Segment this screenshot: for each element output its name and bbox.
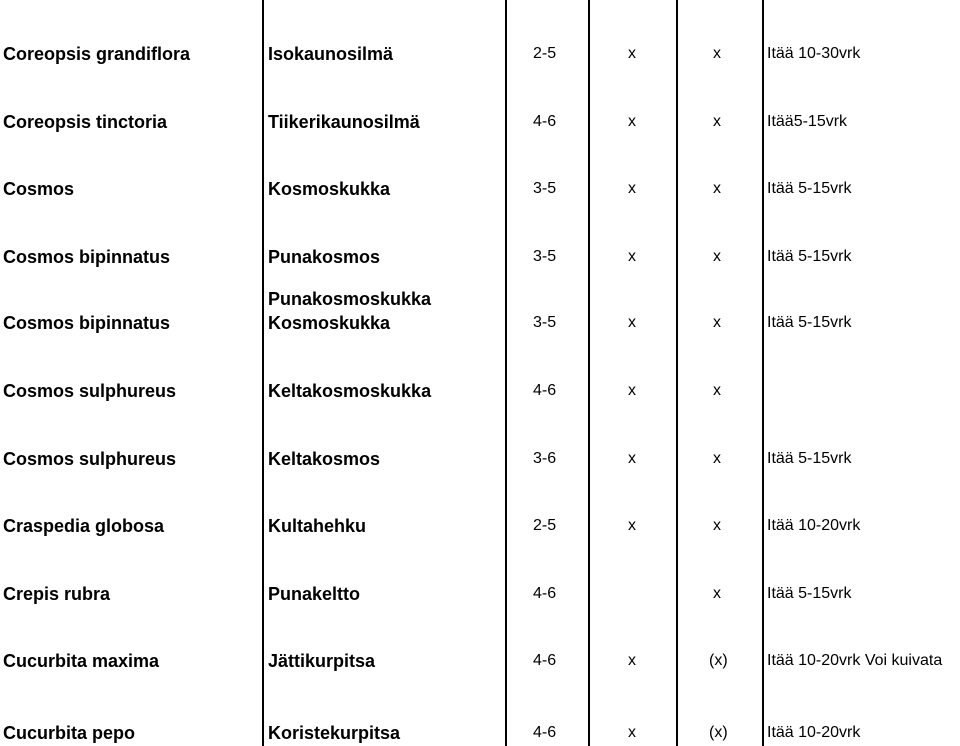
table-row xyxy=(0,723,960,743)
finnish-name: Keltakosmos xyxy=(268,449,381,469)
latin-name: Cosmos bipinnatus xyxy=(3,313,171,333)
table-row xyxy=(0,289,960,333)
mark-column-1: x xyxy=(628,314,636,331)
finnish-name: Jättikurpitsa xyxy=(268,651,376,671)
mark-column-2: x xyxy=(713,450,721,467)
germination-note: Itää 10-20vrk Voi kuivata xyxy=(767,652,943,669)
finnish-name-alt: Punakosmoskukka xyxy=(268,289,432,309)
mark-column-1: x xyxy=(628,248,636,265)
mark-column-1: x xyxy=(628,113,636,130)
finnish-name: Tiikerikaunosilmä xyxy=(268,112,420,132)
germination-note: Itää 5-15vrk xyxy=(767,248,852,265)
latin-name: Cosmos sulphureus xyxy=(3,381,177,401)
latin-name: Coreopsis grandiflora xyxy=(3,44,191,64)
table-row xyxy=(0,179,960,199)
mark-column-2: x xyxy=(713,382,721,399)
table-row xyxy=(0,516,960,536)
height-range: 3-5 xyxy=(533,314,557,331)
germination-note: Itää 5-15vrk xyxy=(767,180,852,197)
height-range: 2-5 xyxy=(533,45,557,62)
finnish-name: Kultahehku xyxy=(268,516,367,536)
mark-column-1: x xyxy=(628,180,636,197)
height-range: 4-6 xyxy=(533,382,557,399)
mark-column-1: x xyxy=(628,45,636,62)
mark-column-1: x xyxy=(628,517,636,534)
finnish-name: Kosmoskukka xyxy=(268,179,391,199)
table-row xyxy=(0,44,960,64)
table-row xyxy=(0,381,960,401)
finnish-name: Koristekurpitsa xyxy=(268,723,401,743)
height-range: 4-6 xyxy=(533,652,557,669)
finnish-name: Keltakosmoskukka xyxy=(268,381,432,401)
table-row xyxy=(0,247,960,267)
height-range: 3-5 xyxy=(533,248,557,265)
finnish-name: Isokaunosilmä xyxy=(268,44,394,64)
mark-column-2: x xyxy=(713,45,721,62)
latin-name: Cosmos sulphureus xyxy=(3,449,177,469)
latin-name: Cucurbita maxima xyxy=(3,651,160,671)
mark-column-2: x xyxy=(713,248,721,265)
mark-column-2: x xyxy=(713,314,721,331)
mark-column-2: (x) xyxy=(709,724,728,741)
germination-note: Itää 10-20vrk xyxy=(767,517,861,534)
mark-column-2: x xyxy=(713,517,721,534)
finnish-name: Punakeltto xyxy=(268,584,361,604)
table-row xyxy=(0,112,960,132)
mark-column-2: x xyxy=(713,113,721,130)
germination-note: Itää5-15vrk xyxy=(767,113,848,130)
germination-note: Itää 5-15vrk xyxy=(767,314,852,331)
latin-name: Cosmos bipinnatus xyxy=(3,247,171,267)
table-row xyxy=(0,584,960,604)
germination-note: Itää 5-15vrk xyxy=(767,450,852,467)
table-row xyxy=(0,449,960,469)
height-range: 3-6 xyxy=(533,450,557,467)
latin-name: Craspedia globosa xyxy=(3,516,165,536)
latin-name: Cosmos xyxy=(3,179,75,199)
mark-column-2: (x) xyxy=(709,652,728,669)
mark-column-1: x xyxy=(628,652,636,669)
height-range: 4-6 xyxy=(533,724,557,741)
mark-column-1: x xyxy=(628,450,636,467)
germination-note: Itää 10-30vrk xyxy=(767,45,861,62)
latin-name: Coreopsis tinctoria xyxy=(3,112,168,132)
mark-column-2: x xyxy=(713,180,721,197)
mark-column-2: x xyxy=(713,585,721,602)
mark-column-1: x xyxy=(628,724,636,741)
height-range: 3-5 xyxy=(533,180,557,197)
finnish-name: Punakosmos xyxy=(268,247,381,267)
height-range: 2-5 xyxy=(533,517,557,534)
mark-column-1: x xyxy=(628,382,636,399)
germination-note: Itää 10-20vrk xyxy=(767,724,861,741)
latin-name: Crepis rubra xyxy=(3,584,111,604)
germination-note: Itää 5-15vrk xyxy=(767,585,852,602)
latin-name: Cucurbita pepo xyxy=(3,723,136,743)
height-range: 4-6 xyxy=(533,113,557,130)
table-row xyxy=(0,651,960,671)
height-range: 4-6 xyxy=(533,585,557,602)
finnish-name: Kosmoskukka xyxy=(268,313,391,333)
